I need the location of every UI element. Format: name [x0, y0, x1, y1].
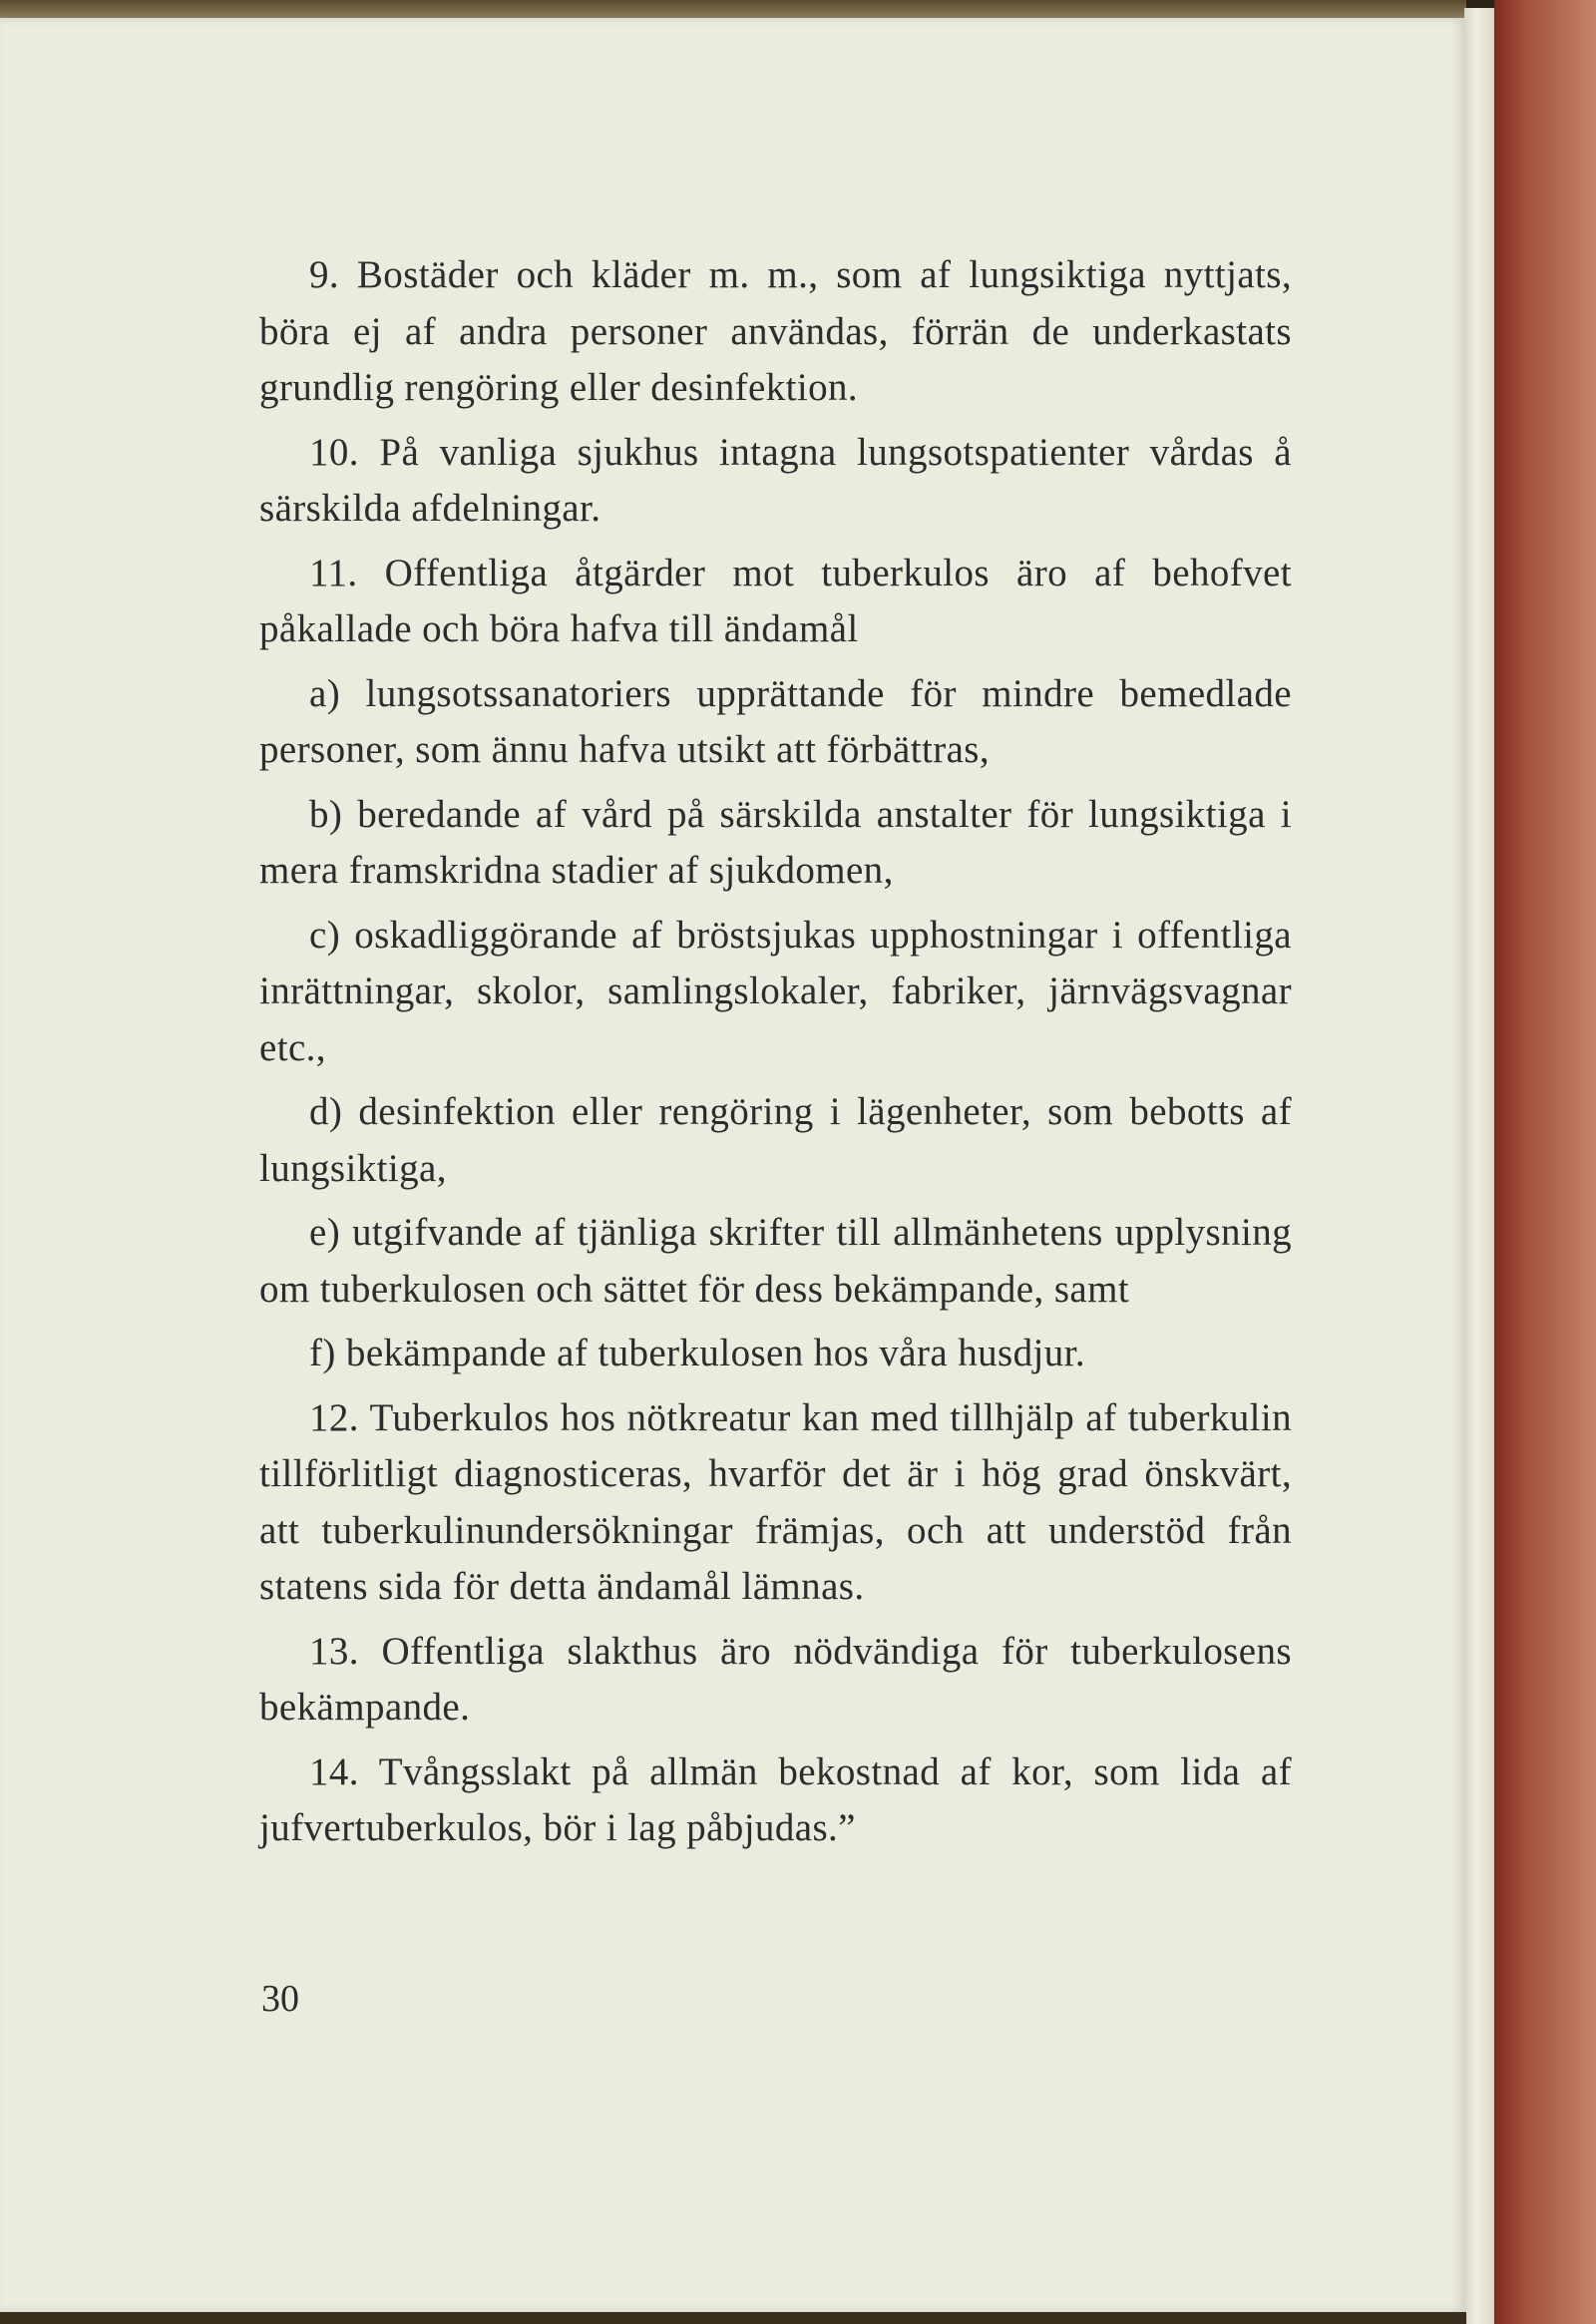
paragraph-14: 14. Tvångsslakt på allmän bekostnad af kor, som lida af jufvertuberkulos, bör i lag påbjudas.”: [259, 1749, 1292, 1849]
list-item-a: a) lungsotssanatoriers upprättande för mindre bemedlade personer, som ännu hafva utsikt att förbättras,: [259, 671, 1292, 771]
book-page: [0, 18, 1466, 2312]
paragraph-10: 10. På vanliga sjukhus intagna lungsotspatienter vårdas å särskilda afdelningar.: [259, 430, 1292, 530]
list-item-d: d) desinfektion eller rengöring i lägenheter, som bebotts af lungsiktiga,: [259, 1090, 1292, 1190]
paragraph-11: 11. Offentliga åtgärder mot tuberkulos äro af behofvet påkallade och böra hafva till ändamål: [259, 551, 1292, 650]
paragraph-13: 13. Offentliga slakthus äro nödvändiga för tuberkulosens bekämpande.: [259, 1629, 1292, 1729]
book-cover-edge: [1494, 0, 1596, 2324]
list-item-e: e) utgifvande af tjänliga skrifter till allmänhetens upplysning om tuberkulosen och sättet för dess bekämpande, samt: [259, 1211, 1292, 1311]
list-item-c: c) oskadliggörande af bröstsjukas upphostningar i offentliga inrättningar, skolor, samlingslokaler, fabriker, järnvägsvagnar etc.,: [259, 913, 1292, 1069]
page-number: 30: [261, 1978, 299, 2020]
list-item-b: b) beredande af vård på särskilda anstalter för lungsiktiga i mera framskridna stadier af sjukdomen,: [259, 792, 1292, 892]
paragraph-12: 12. Tuberkulos hos nötkreatur kan med tillhjälp af tuberkulin tillförlitligt diagnosticeras, hvarför det är i hög grad önskvärt, att tuberkulinundersökningar främjas, och att understöd från statens sida för detta ändamål lämnas.: [259, 1395, 1292, 1608]
list-item-f: f) bekämpande af tuberkulosen hos våra husdjur.: [309, 1332, 1085, 1374]
page-text: [259, 247, 1292, 1865]
page-fore-edge: [1464, 8, 1494, 2324]
book-top-edge: [0, 0, 1466, 18]
book-bottom-edge: [0, 2312, 1466, 2324]
paragraph-9: 9. Bostäder och kläder m. m., som af lungsiktiga nyttjats, böra ej af andra personer användas, förrän de underkastats grundlig rengöring eller desinfektion.: [259, 253, 1292, 409]
